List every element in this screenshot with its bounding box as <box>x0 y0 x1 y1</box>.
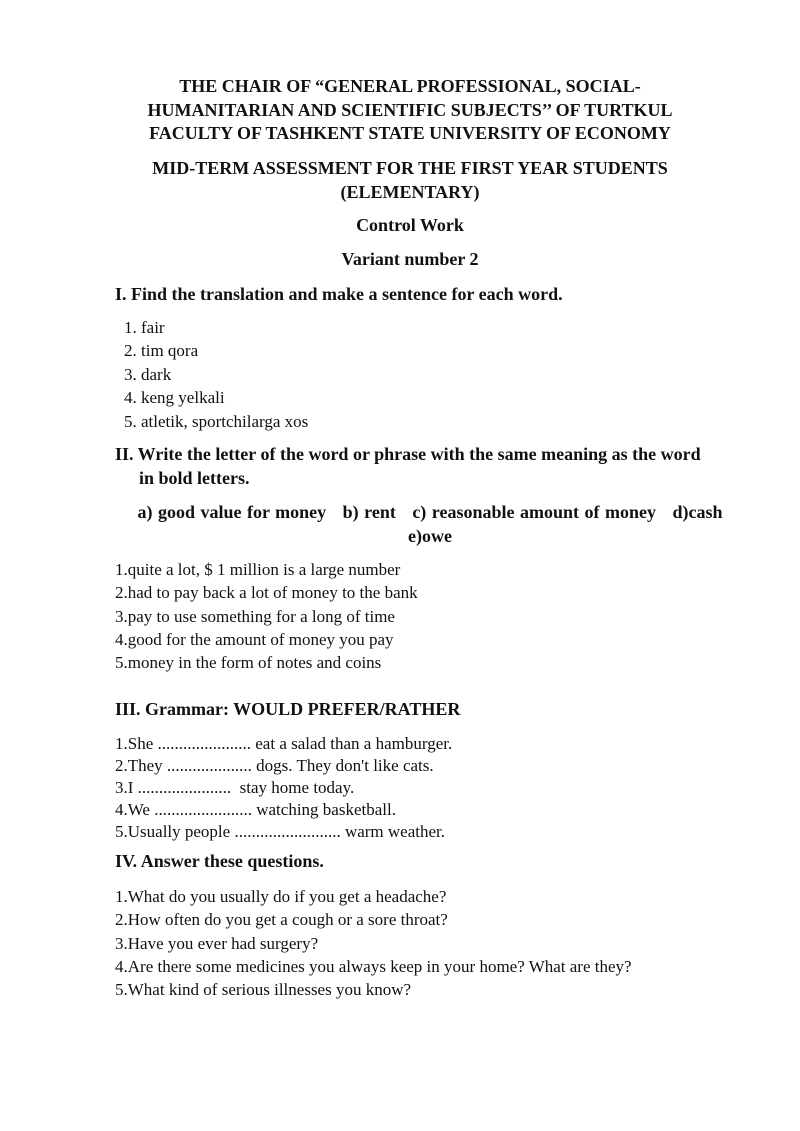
section-2-list <box>115 558 418 674</box>
institution-header <box>110 75 710 146</box>
subtitle-line: MID-TERM ASSESSMENT FOR THE FIRST YEAR STUDENTS <box>152 158 668 178</box>
list-item: 2.had to pay back a lot of money to the bank <box>115 583 418 603</box>
options-line: e)owe <box>408 525 452 546</box>
list-item: 3.I ...................... stay home today. <box>115 777 355 797</box>
list-item: 4.good for the amount of money you pay <box>115 629 394 649</box>
list-item: 3.Have you ever had surgery? <box>115 933 319 953</box>
options-line: a) good value for money b) rent c) reasonable amount of money d)cash <box>137 502 723 522</box>
list-item: 1. fair <box>124 318 165 337</box>
list-item: 3. dark <box>124 364 172 384</box>
list-item: 4.We ....................... watching basketball. <box>115 799 396 819</box>
list-item: 4.Are there some medicines you always keep in your home? What are they? <box>115 956 632 976</box>
list-item: 5.What kind of serious illnesses you know? <box>115 980 412 1000</box>
section-2-heading-line: II. Write the letter of the word or phrase with the same meaning as the word <box>115 444 701 464</box>
list-item: 1.quite a lot, $ 1 million is a large number <box>115 560 401 579</box>
list-item: 5.money in the form of notes and coins <box>115 653 382 673</box>
header-line: HUMANITARIAN AND SCIENTIFIC SUBJECTS’’ OF TURTKUL <box>147 99 673 120</box>
variant-title: Variant number 2 <box>341 249 479 269</box>
subtitle-line: (ELEMENTARY) <box>340 181 480 202</box>
list-item: 3.pay to use something for a long of time <box>115 606 395 626</box>
section-3-heading: III. Grammar: WOULD PREFER/RATHER <box>115 699 461 719</box>
list-item: 2.How often do you get a cough or a sore throat? <box>115 910 448 930</box>
assessment-title <box>110 157 710 204</box>
section-2-heading-line: in bold letters. <box>139 467 250 488</box>
section-2-heading <box>115 443 735 490</box>
header-line: THE CHAIR OF “GENERAL PROFESSIONAL, SOCIAL- <box>179 76 641 96</box>
section-4-heading: IV. Answer these questions. <box>115 851 324 871</box>
list-item: 4. keng yelkali <box>124 388 225 408</box>
list-item: 5.Usually people ......................... warm weather. <box>115 821 446 841</box>
list-item: 2. tim qora <box>124 341 199 361</box>
list-item: 5. atletik, sportchilarga xos <box>124 411 309 431</box>
section-4-list <box>115 885 632 1001</box>
header-line: FACULTY OF TASHKENT STATE UNIVERSITY OF ECONOMY <box>149 123 671 143</box>
section-1-list <box>124 316 308 433</box>
section-1-heading: I. Find the translation and make a sentence for each word. <box>115 284 563 304</box>
answer-options <box>120 501 740 548</box>
list-item: 2.They .................... dogs. They don't like cats. <box>115 755 434 775</box>
section-3-list <box>115 733 452 843</box>
control-work-title: Control Work <box>356 215 464 235</box>
list-item: 1.She ...................... eat a salad than a hamburger. <box>115 734 453 753</box>
list-item: 1.What do you usually do if you get a headache? <box>115 887 447 906</box>
